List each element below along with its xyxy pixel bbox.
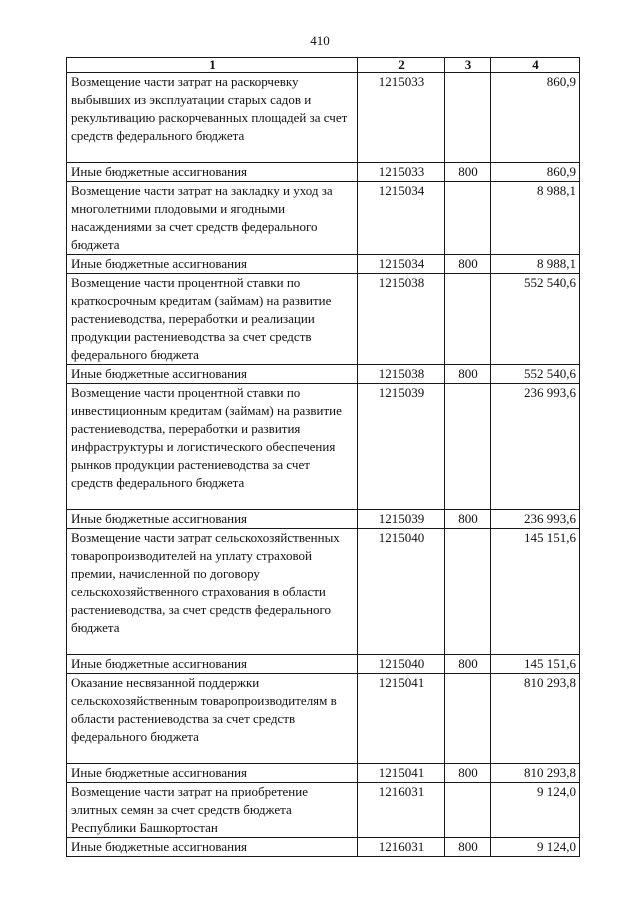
- row-code-cell: 1215040: [358, 529, 445, 655]
- row-kind-cell: [445, 529, 491, 655]
- row-amount-cell: 9 124,0: [491, 783, 580, 838]
- row-amount-cell: 860,9: [491, 73, 580, 163]
- row-kind-cell: [445, 182, 491, 255]
- row-kind-cell: [445, 274, 491, 365]
- table-row: [67, 838, 580, 857]
- row-kind-cell: 800: [445, 764, 491, 783]
- table-row: [67, 73, 580, 163]
- row-name-cell: Возмещение части затрат на приобретение элитных семян за счет средств бюджета Республики Башкортостан: [67, 783, 358, 838]
- row-name-cell: Возмещение части затрат на закладку и уход за многолетними плодовыми и ягодными насаждениями за счет средств федерального бюджета: [67, 182, 358, 255]
- row-code-cell: 1216031: [358, 783, 445, 838]
- row-name-cell: Возмещение части затрат на раскорчевку выбывших из эксплуатации старых садов и рекультивацию раскорчеванных площадей за счет средств федерального бюджета: [67, 73, 358, 163]
- row-amount-cell: 236 993,6: [491, 384, 580, 510]
- row-name-cell: Иные бюджетные ассигнования: [67, 255, 358, 274]
- row-amount-cell: 552 540,6: [491, 365, 580, 384]
- row-kind-cell: [445, 384, 491, 510]
- row-name-cell: Оказание несвязанной поддержки сельскохозяйственным товаропроизводителям в области растениеводства за счет средств федерального бюджета: [67, 674, 358, 764]
- table-row: [67, 384, 580, 510]
- table-row: [67, 655, 580, 674]
- row-kind-cell: 800: [445, 365, 491, 384]
- row-code-cell: 1215034: [358, 255, 445, 274]
- row-amount-cell: 810 293,8: [491, 764, 580, 783]
- row-amount-cell: 145 151,6: [491, 655, 580, 674]
- table-row: [67, 529, 580, 655]
- table-row: [67, 674, 580, 764]
- row-amount-cell: 552 540,6: [491, 274, 580, 365]
- row-code-cell: 1215040: [358, 655, 445, 674]
- row-code-cell: 1215039: [358, 384, 445, 510]
- budget-table: [66, 57, 580, 857]
- row-name-cell: Иные бюджетные ассигнования: [67, 365, 358, 384]
- table-row: [67, 274, 580, 365]
- table-row: [67, 365, 580, 384]
- table-row: [67, 182, 580, 255]
- row-code-cell: 1216031: [358, 838, 445, 857]
- row-name-cell: Иные бюджетные ассигнования: [67, 764, 358, 783]
- row-amount-cell: 860,9: [491, 163, 580, 182]
- table-row: [67, 255, 580, 274]
- row-name-cell: Возмещение части процентной ставки по краткосрочным кредитам (займам) на развитие растениеводства, переработки и реализации продукции растениеводства за счет средств федерального бюджета: [67, 274, 358, 365]
- row-kind-cell: [445, 73, 491, 163]
- row-amount-cell: 810 293,8: [491, 674, 580, 764]
- row-code-cell: 1215038: [358, 365, 445, 384]
- table-row: [67, 764, 580, 783]
- row-kind-cell: [445, 674, 491, 764]
- table-row: [67, 783, 580, 838]
- row-code-cell: 1215033: [358, 73, 445, 163]
- row-kind-cell: 800: [445, 655, 491, 674]
- page-number: 410: [310, 33, 330, 48]
- column-header-1: 1: [67, 58, 358, 73]
- row-code-cell: 1215033: [358, 163, 445, 182]
- table-row: [67, 163, 580, 182]
- column-header-3: 3: [445, 58, 491, 73]
- row-code-cell: 1215039: [358, 510, 445, 529]
- column-header-2: 2: [358, 58, 445, 73]
- column-header-4: 4: [491, 58, 580, 73]
- row-code-cell: 1215038: [358, 274, 445, 365]
- row-amount-cell: 236 993,6: [491, 510, 580, 529]
- row-amount-cell: 9 124,0: [491, 838, 580, 857]
- row-amount-cell: 145 151,6: [491, 529, 580, 655]
- row-code-cell: 1215041: [358, 674, 445, 764]
- row-kind-cell: 800: [445, 255, 491, 274]
- table-header-row: [67, 58, 580, 73]
- row-name-cell: Иные бюджетные ассигнования: [67, 838, 358, 857]
- row-name-cell: Иные бюджетные ассигнования: [67, 510, 358, 529]
- row-code-cell: 1215034: [358, 182, 445, 255]
- row-kind-cell: 800: [445, 838, 491, 857]
- row-kind-cell: 800: [445, 163, 491, 182]
- row-name-cell: Иные бюджетные ассигнования: [67, 655, 358, 674]
- row-code-cell: 1215041: [358, 764, 445, 783]
- row-amount-cell: 8 988,1: [491, 182, 580, 255]
- row-kind-cell: 800: [445, 510, 491, 529]
- row-amount-cell: 8 988,1: [491, 255, 580, 274]
- row-name-cell: Возмещение части процентной ставки по инвестиционным кредитам (займам) на развитие растениеводства, переработки и развития инфраструктуры и логистического обеспечения рынков продукции растениеводства за счет средств федерального бюджета: [67, 384, 358, 510]
- table-body: [67, 73, 580, 857]
- row-name-cell: Иные бюджетные ассигнования: [67, 163, 358, 182]
- table-row: [67, 510, 580, 529]
- row-kind-cell: [445, 783, 491, 838]
- row-name-cell: Возмещение части затрат сельскохозяйственных товаропроизводителей на уплату страховой премии, начисленной по договору сельскохозяйственного страхования в области растениеводства, за счет средств федерального бюджета: [67, 529, 358, 655]
